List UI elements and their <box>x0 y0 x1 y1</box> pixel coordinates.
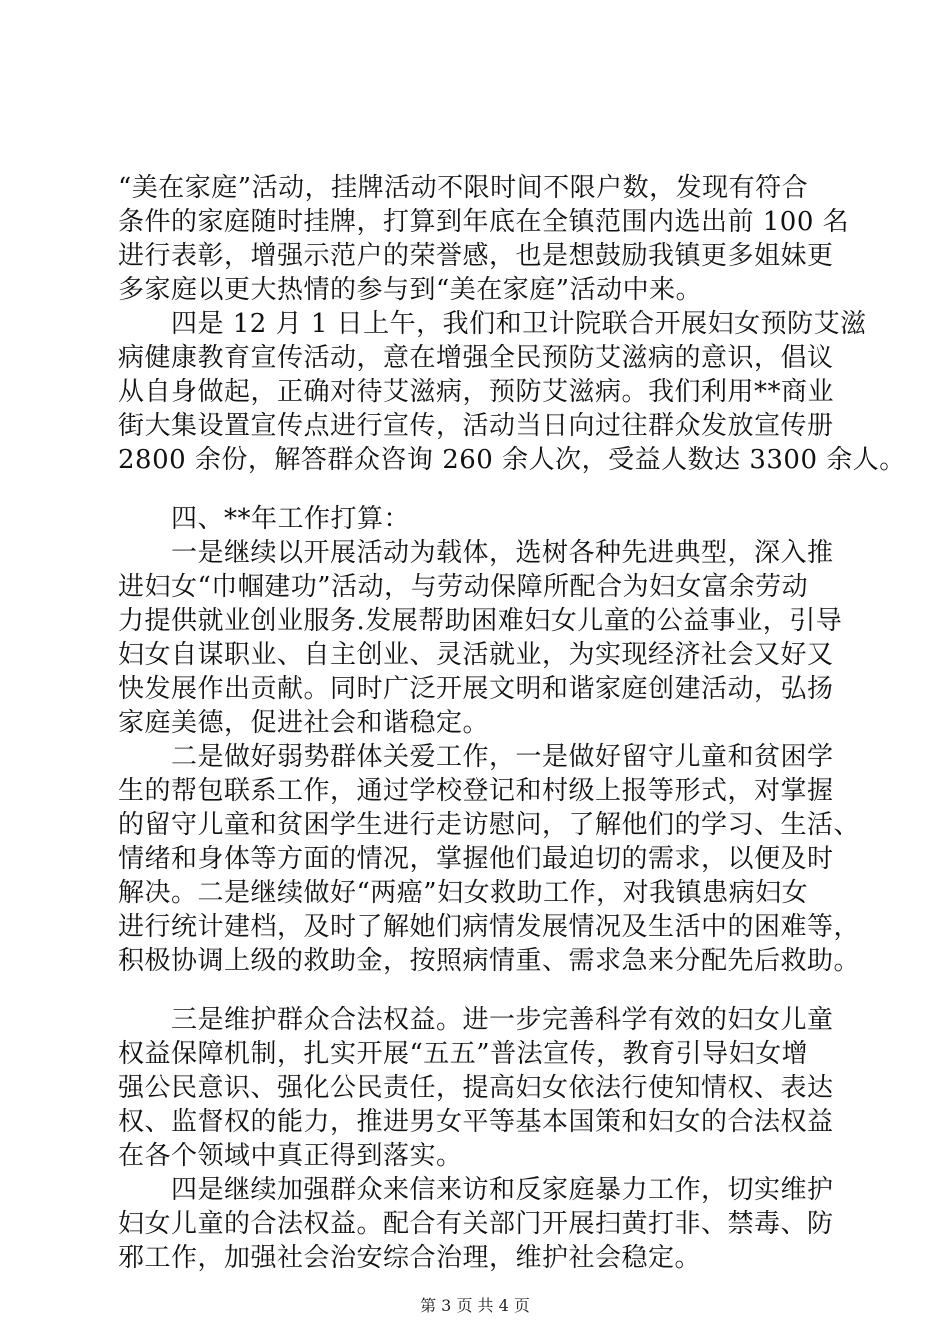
text-line: 力提供就业创业服务.发展帮助困难妇女儿童的公益事业，引导 <box>118 606 843 636</box>
text-line: 在各个领域中真正得到落实。 <box>118 1141 463 1171</box>
text-line: 解决。二是继续做好“两癌”妇女救助工作，对我镇患病妇女 <box>118 878 809 908</box>
text-line: 条件的家庭随时挂牌，打算到年底在全镇范围内选出前 100 名 <box>118 207 850 237</box>
text-line: 邪工作，加强社会治安综合治理，维护社会稳定。 <box>118 1243 702 1273</box>
text-line: 妇女儿童的合法权益。配合有关部门开展扫黄打非、禁毒、防 <box>118 1209 834 1239</box>
text-line: 快发展作出贡献。同时广泛开展文明和谐家庭创建活动，弘扬 <box>118 674 834 704</box>
text-line: 多家庭以更大热情的参与到“美在家庭”活动中来。 <box>118 275 703 305</box>
text-line: 进行表彰，增强示范户的荣誉感，也是想鼓励我镇更多姐妹更 <box>118 241 834 271</box>
text-line: 一是继续以开展活动为载体，选树各种先进典型，深入推 <box>118 538 834 568</box>
page-number-footer: 第 3 页 共 4 页 <box>420 1296 530 1315</box>
text-line: 妇女自谋职业、自主创业、灵活就业，为实现经济社会又好又 <box>118 640 834 670</box>
text-line: 进妇女“巾帼建功”活动，与劳动保障所配合为妇女富余劳动 <box>118 572 809 602</box>
text-line: 强公民意识、强化公民责任，提高妇女依法行使知情权、表达 <box>118 1073 834 1103</box>
text-line: 从自身做起，正确对待艾滋病，预防艾滋病。我们利用**商业 <box>118 377 835 407</box>
text-line: 二是做好弱势群体关爱工作，一是做好留守儿童和贫困学 <box>118 742 834 772</box>
text-line: 街大集设置宣传点进行宣传，活动当日向过往群众发放宣传册 <box>118 411 834 441</box>
text-line: 权益保障机制，扎实开展“五五”普法宣传，教育引导妇女增 <box>118 1039 809 1069</box>
text-line: 2800 余份，解答群众咨询 260 余人次，受益人数达 3300 余人。 <box>118 445 906 475</box>
text-line: 四是继续加强群众来信来访和反家庭暴力工作，切实维护 <box>118 1175 834 1205</box>
text-line: 病健康教育宣传活动，意在增强全民预防艾滋病的意识，倡议 <box>118 343 834 373</box>
text-line: 生的帮包联系工作，通过学校登记和村级上报等形式，对掌握 <box>118 776 834 806</box>
text-line: 积极协调上级的救助金，按照病情重、需求急来分配先后救助。 <box>118 946 861 976</box>
text-line: “美在家庭”活动，挂牌活动不限时间不限户数，发现有符合 <box>118 173 809 203</box>
text-line: 三是维护群众合法权益。进一步完善科学有效的妇女儿童 <box>118 1005 834 1035</box>
text-line: 情绪和身体等方面的情况，掌握他们最迫切的需求，以便及时 <box>118 844 834 874</box>
text-line: 权、监督权的能力，推进男女平等基本国策和妇女的合法权益 <box>118 1107 834 1137</box>
text-line: 家庭美德，促进社会和谐稳定。 <box>118 708 490 738</box>
text-line: 四是 12 月 1 日上午，我们和卫计院联合开展妇女预防艾滋 <box>118 309 867 339</box>
section-heading: 四、**年工作打算： <box>118 504 411 534</box>
text-line: 进行统计建档，及时了解她们病情发展情况及生活中的困难等， <box>118 912 861 942</box>
text-line: 的留守儿童和贫困学生进行走访慰问，了解他们的学习、生活、 <box>118 810 861 840</box>
